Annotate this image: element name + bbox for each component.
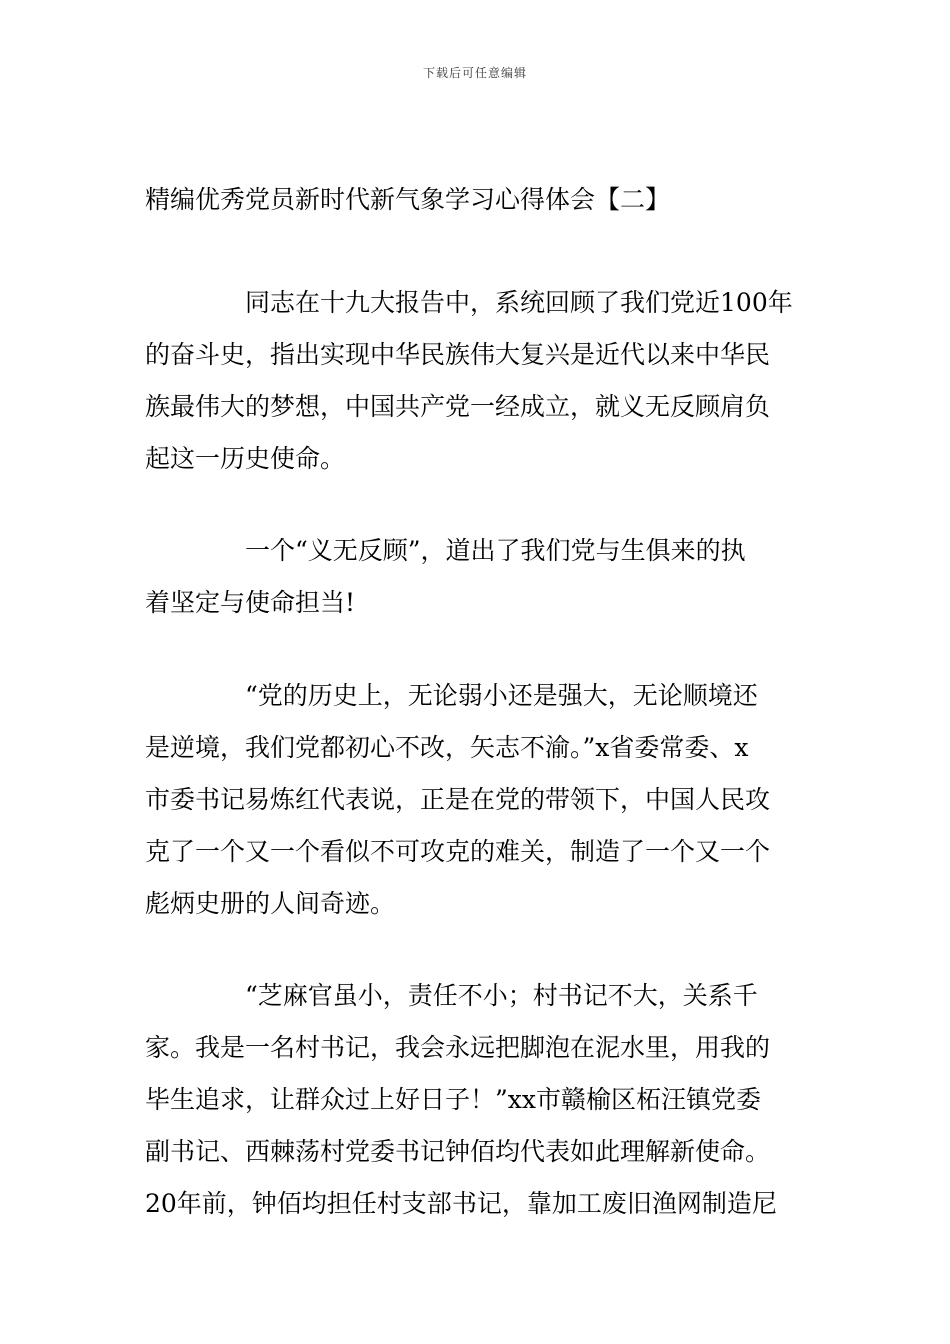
paragraph-line: 着坚定与使命担当! bbox=[145, 588, 356, 617]
paragraph-line: 20年前，钟佰均担任村支部书记，靠加工废旧渔网制造尼 bbox=[145, 1189, 777, 1218]
paragraph-line: 家。我是一名村书记，我会永远把脚泡在泥水里，用我的 bbox=[145, 1033, 771, 1062]
paragraph-line: 是逆境，我们党都初心不改，矢志不渝。”x省委常委、x bbox=[145, 733, 749, 762]
paragraph-3 bbox=[145, 670, 810, 930]
paragraph-line: 起这一历史使命。 bbox=[145, 444, 346, 473]
header-note: 下载后可任意编辑 bbox=[422, 66, 527, 80]
paragraph-line: “芝麻官虽小，责任不小；村书记不大，关系千 bbox=[245, 981, 758, 1010]
document-title: 精编优秀党员新时代新气象学习心得体会【二】 bbox=[145, 185, 671, 214]
paragraph-line: 副书记、西棘荡村党委书记钟佰均代表如此理解新使命。 bbox=[145, 1137, 771, 1166]
paragraph-line: 毕生追求，让群众过上好日子！”xx市赣榆区柘汪镇党委 bbox=[145, 1085, 761, 1114]
paragraph-2 bbox=[145, 525, 810, 629]
paragraph-line: 彪炳史册的人间奇迹。 bbox=[145, 889, 396, 918]
paragraph-line: 一个“义无反顾”，道出了我们党与生俱来的执 bbox=[245, 536, 746, 565]
paragraph-line: 族最伟大的梦想，中国共产党一经成立，就义无反顾肩负 bbox=[145, 392, 771, 421]
paragraph-line: 同志在十九大报告中，系统回顾了我们党近100年 bbox=[245, 288, 793, 317]
paragraph-line: 的奋斗史，指出实现中华民族伟大复兴是近代以来中华民 bbox=[145, 340, 771, 369]
paragraph-line: 克了一个又一个看似不可攻克的难关，制造了一个又一个 bbox=[145, 837, 771, 866]
paragraph-1 bbox=[145, 277, 810, 485]
paragraph-line: 市委书记易炼红代表说，正是在党的带领下，中国人民攻 bbox=[145, 785, 771, 814]
paragraph-4 bbox=[145, 970, 810, 1230]
paragraph-line: “党的历史上，无论弱小还是强大，无论顺境还 bbox=[245, 681, 758, 710]
